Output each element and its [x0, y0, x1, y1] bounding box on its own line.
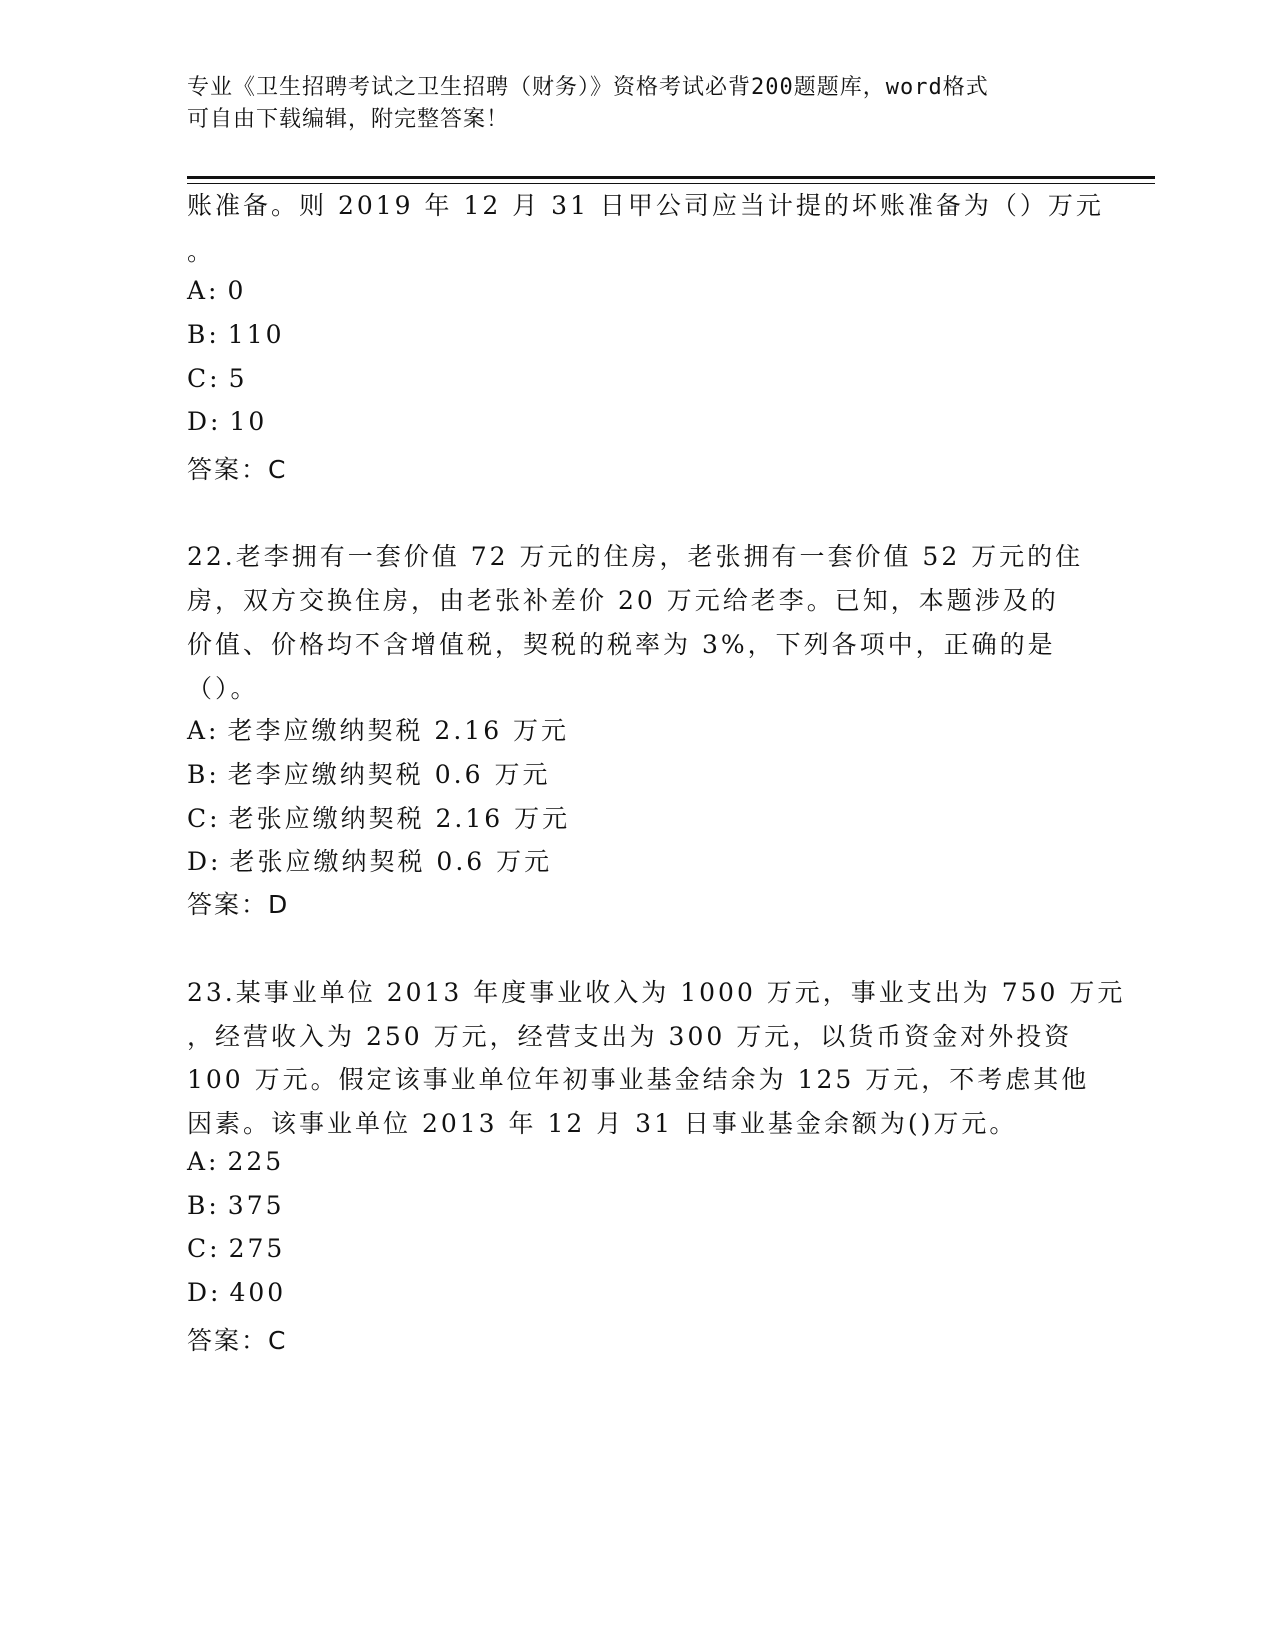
q22-answer: 答案：D [187, 890, 290, 919]
q22-stem-line-4: （）。 [187, 674, 259, 703]
q21-stem-line-1: 账准备。则 2019 年 12 月 31 日甲公司应当计提的坏账准备为（）万元 [187, 191, 1104, 220]
q21-stem-line-2: 。 [187, 237, 216, 266]
option-letter: C: [187, 804, 221, 833]
q21-option-d [187, 407, 267, 436]
option-value: 老张应缴纳契税 2.16 万元 [228, 804, 571, 833]
option-value: 375 [227, 1191, 285, 1220]
q22-stem-line-2: 房，双方交换住房，由老张补差价 20 万元给老李。已知，本题涉及的 [187, 586, 1059, 615]
q21-option-a [187, 276, 246, 305]
q23-stem-line-4: 因素。该事业单位 2013 年 12 月 31 日事业基金余额为()万元。 [187, 1109, 1018, 1138]
q22-option-d [187, 842, 552, 878]
option-value: 10 [229, 407, 268, 436]
header-title-line-1: 专业《卫生招聘考试之卫生招聘（财务）》资格考试必背200题题库，word格式 [187, 75, 989, 100]
q22-option-c [187, 799, 570, 835]
q23-option-d [187, 1278, 286, 1307]
header-divider-thick [187, 176, 1155, 179]
option-letter: A: [187, 1147, 220, 1176]
q22-option-b [187, 755, 550, 791]
option-value: 275 [228, 1234, 286, 1263]
q21-option-c [187, 364, 247, 393]
q23-answer: 答案：C [187, 1326, 288, 1355]
q23-stem-line-1: 23.某事业单位 2013 年度事业收入为 1000 万元，事业支出为 750 万元 [187, 978, 1126, 1007]
option-value: 老李应缴纳契税 0.6 万元 [227, 760, 551, 789]
q22-stem-line-1: 22.老李拥有一套价值 72 万元的住房，老张拥有一套价值 52 万元的住 [187, 542, 1084, 571]
q23-option-a [187, 1147, 284, 1176]
option-letter: C: [187, 1234, 221, 1263]
q23-stem-line-3: 100 万元。假定该事业单位年初事业基金结余为 125 万元，不考虑其他 [187, 1065, 1090, 1094]
q23-option-b [187, 1191, 285, 1220]
option-letter: B: [187, 760, 220, 789]
q23-option-c [187, 1234, 285, 1263]
option-letter: B: [187, 320, 220, 349]
q22-stem-line-3: 价值、价格均不含增值税，契税的税率为 3%，下列各项中，正确的是 [187, 630, 1056, 659]
q23-stem-line-2: ，经营收入为 250 万元，经营支出为 300 万元，以货币资金对外投资 [187, 1022, 1073, 1051]
option-letter: D: [187, 407, 222, 436]
option-letter: B: [187, 1191, 220, 1220]
option-value: 老李应缴纳契税 2.16 万元 [227, 716, 570, 745]
option-value: 5 [228, 364, 248, 393]
option-value: 225 [227, 1147, 285, 1176]
header-divider-thin [187, 183, 1155, 184]
q22-option-a [187, 711, 569, 747]
option-letter: C: [187, 364, 221, 393]
document-header [187, 72, 1077, 136]
q21-answer: 答案：C [187, 455, 288, 484]
option-letter: A: [187, 276, 220, 305]
option-value: 0 [227, 276, 247, 305]
option-value: 110 [227, 320, 285, 349]
option-letter: D: [187, 1278, 222, 1307]
option-letter: D: [187, 847, 222, 876]
option-value: 老张应缴纳契税 0.6 万元 [229, 847, 553, 876]
q21-option-b [187, 320, 285, 349]
option-value: 400 [229, 1278, 287, 1307]
header-title-line-2: 可自由下载编辑，附完整答案！ [187, 107, 510, 132]
option-letter: A: [187, 716, 220, 745]
